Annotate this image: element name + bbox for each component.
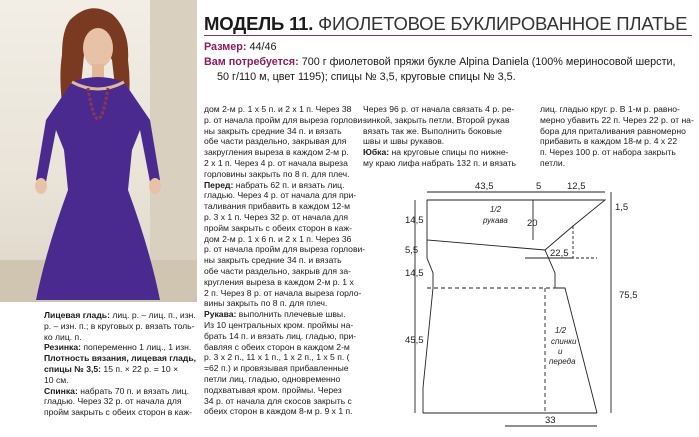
dim-label-14-5-b: 14,5 bbox=[405, 268, 424, 279]
text-column-4 bbox=[540, 104, 694, 169]
col2-line-text: вины закрыть по 8 п. для плеч. bbox=[204, 298, 328, 309]
col2-line-text: обеих сторон в каждом 8-м р. 9 х 1 п. bbox=[204, 406, 353, 417]
col2-line-text: дом 2-м р. 1 х 6 п. и 2 х 1 п. Через 36 bbox=[204, 233, 352, 244]
pattern-diagram bbox=[405, 178, 699, 437]
col2-line bbox=[204, 266, 365, 277]
col1-line-text: попеременно 1 лиц., 1 изн. bbox=[81, 342, 192, 353]
col2-line bbox=[204, 136, 365, 147]
materials-text-1: 700 г фиолетовой пряжи букле Alpina Daniela (100% мериносовой шерсти, bbox=[301, 56, 676, 68]
col2-line bbox=[204, 363, 365, 374]
model-number: МОДЕЛЬ 11. bbox=[204, 13, 314, 34]
col1-line-bold: спицы № 3,5: bbox=[44, 363, 102, 374]
col2-line-bold: Перед: bbox=[204, 179, 234, 190]
col3-line bbox=[363, 147, 516, 158]
col2-line-text: гладью. Через 4 р. от начала для при- bbox=[204, 190, 357, 201]
col2-line-text: подхватывая кром. проймы. Через bbox=[204, 384, 342, 395]
col2-line-text: набрать 62 п. и вязать лиц. bbox=[233, 179, 345, 190]
col2-line-text: ны закрыть средние 34 п. и вязать bbox=[204, 255, 342, 266]
col2-line-text: р. 3 х 1 п. Через 32 р. от начала для bbox=[204, 211, 349, 222]
armhole-guide bbox=[573, 226, 597, 258]
col2-line-text: р. от начала пройм для выреза горлови- bbox=[204, 114, 366, 125]
col2-line-text: обе части раздельно, закрывая для bbox=[204, 136, 347, 147]
col1-line bbox=[44, 386, 196, 397]
col1-line-bold: Лицевая гладь: bbox=[44, 310, 110, 320]
col2-line-text: Из 10 центральных кром. проймы на- bbox=[204, 319, 354, 330]
size-value: 44/46 bbox=[249, 41, 277, 53]
col1-line bbox=[44, 342, 196, 353]
col2-line bbox=[204, 190, 365, 201]
body-name-1: спинки bbox=[551, 337, 577, 346]
col1-line-text: гладью. Через 32 р. от начала для bbox=[44, 396, 182, 407]
col2-line-text: петли лиц. гладью, одновременно bbox=[204, 373, 341, 384]
col1-line-text: р. – изн. п.; в круговых р. вязать толь- bbox=[44, 320, 195, 331]
col2-line bbox=[204, 385, 365, 396]
col4-line-text: бора для приталивания равномерно bbox=[540, 125, 686, 136]
text-column-2 bbox=[204, 104, 365, 417]
col4-line-text: лиц. гладью круг. р. В 1-м р. равно- bbox=[540, 104, 680, 114]
col1-line bbox=[44, 353, 196, 364]
col4-line-text: мерно убавить 22 п. Через 22 р. от на- bbox=[540, 114, 694, 125]
col1-line-text: ко лиц. п. bbox=[44, 331, 82, 342]
col1-line-text: лиц. р. – лиц. п., изн. bbox=[109, 310, 196, 320]
col2-line-text: дом 2-м р. 1 х 5 п. и 2 х 1 п. Через 38 bbox=[204, 104, 352, 114]
col1-line-bold: Спинка: bbox=[44, 385, 78, 396]
model-subtitle: ФИОЛЕТОВОЕ БУКЛИРОВАННОЕ ПЛАТЬЕ bbox=[318, 13, 688, 34]
col3-line bbox=[363, 136, 516, 147]
col2-line bbox=[204, 223, 365, 234]
col2-line bbox=[204, 147, 365, 158]
col4-line bbox=[540, 136, 694, 147]
size-line bbox=[204, 41, 277, 54]
col3-line-text: на круговые спицы по нижне- bbox=[389, 147, 509, 158]
face bbox=[83, 28, 113, 68]
col2-line-text: выполнить плечевые швы. bbox=[236, 309, 346, 320]
col2-line-text: бавляя с обеих сторон в каждом 2-м bbox=[204, 341, 350, 352]
col2-line bbox=[204, 212, 365, 223]
col2-line bbox=[204, 158, 365, 169]
dim-label-12-5: 12,5 bbox=[567, 181, 586, 192]
col2-line bbox=[204, 320, 365, 331]
col2-line bbox=[204, 288, 365, 299]
left-hand bbox=[35, 178, 47, 194]
col2-line bbox=[204, 342, 365, 353]
col4-line bbox=[540, 126, 694, 137]
col2-line bbox=[204, 396, 365, 407]
col2-line-text: таливания прибавить в каждом 12-м bbox=[204, 201, 351, 212]
col3-line-text: вязать так же. Выполнить боковые bbox=[363, 125, 502, 136]
col2-line-text: ны закрыть средние 34 п. и вязать bbox=[204, 125, 342, 136]
col1-line-bold: Резинка: bbox=[44, 342, 81, 353]
size-label: Размер: bbox=[204, 41, 247, 53]
col2-line-text: горловины закрыть по 8 п. для плеч. bbox=[204, 168, 350, 179]
col3-line-bold: Юбка: bbox=[363, 147, 390, 158]
text-column-1 bbox=[44, 310, 196, 418]
col4-line-text: п. Через 100 р. от набора закрыть bbox=[540, 147, 676, 158]
col2-line-text: р. 3 х 2 п., 11 х 1 п., 1 х 2 п., 1 х 5 п. ( bbox=[204, 352, 350, 363]
materials-line-2 bbox=[217, 71, 516, 84]
col1-line-bold: Плотность вязания, лицевая гладь, bbox=[44, 353, 197, 364]
col3-line bbox=[363, 104, 516, 115]
col2-line-text: =62 п.) и провязывая прибавленные bbox=[204, 363, 349, 374]
sleeve-name: рукава bbox=[483, 216, 508, 225]
col4-line bbox=[540, 147, 694, 158]
materials-text-2: 50 г/110 м, цвет 1195); спицы № 3,5, круговые спицы № 3,5. bbox=[217, 71, 516, 83]
body-name-2: и bbox=[558, 347, 563, 356]
col2-line bbox=[204, 255, 365, 266]
col2-line bbox=[204, 115, 365, 126]
col3-line bbox=[363, 115, 516, 126]
sleeve-outline bbox=[427, 200, 605, 250]
col1-line bbox=[44, 310, 196, 321]
col2-line-text: 34 р. от начала для скосов закрыть с bbox=[204, 395, 352, 406]
col1-line-text: набрать 70 п. и вязать лиц. bbox=[77, 385, 189, 396]
col3-line-text: му краю лифа набрать 132 п. и вязать bbox=[363, 157, 516, 168]
body-right-edge bbox=[545, 250, 597, 413]
col2-line bbox=[204, 309, 365, 320]
dim-label-14-5-a: 14,5 bbox=[405, 215, 424, 226]
col2-line bbox=[204, 234, 365, 245]
col2-line bbox=[204, 352, 365, 363]
body-frac: 1/2 bbox=[555, 326, 567, 335]
right-hand bbox=[149, 178, 161, 194]
col2-line bbox=[204, 406, 365, 417]
col2-line-text: 2 п. Через 8 р. от начала выреза горло- bbox=[204, 287, 362, 298]
col2-line-text: кругления выреза в каждом 2-м р. 1 х bbox=[204, 276, 354, 287]
dim-label-5: 5 bbox=[536, 181, 542, 192]
col2-line bbox=[204, 277, 365, 288]
dim-label-22-5: 22,5 bbox=[550, 248, 569, 259]
col1-line bbox=[44, 321, 196, 332]
col2-line bbox=[204, 180, 365, 191]
dim-label-45-5: 45,5 bbox=[405, 335, 424, 346]
col3-line-text: зинкой, закрыть петли. Второй рукав bbox=[363, 114, 510, 125]
col1-line bbox=[44, 332, 196, 343]
col2-line bbox=[204, 244, 365, 255]
col3-line-text: Через 96 р. от начала связать 4 р. ре- bbox=[363, 104, 515, 114]
col4-line bbox=[540, 158, 694, 169]
col3-line-text: швы и швы рукавов. bbox=[363, 136, 445, 147]
body-left-edge bbox=[423, 240, 433, 413]
col2-line-text: закругления выреза в каждом 2-м р. bbox=[204, 147, 349, 158]
col2-line bbox=[204, 374, 365, 385]
col2-line bbox=[204, 104, 365, 115]
col3-line bbox=[363, 158, 516, 169]
model-photo bbox=[0, 0, 197, 302]
col4-line-text: петли. bbox=[540, 157, 566, 168]
sleeve-frac: 1/2 bbox=[490, 205, 502, 214]
col4-line bbox=[540, 104, 694, 115]
dress-illustration bbox=[0, 0, 197, 302]
neck bbox=[92, 64, 104, 78]
materials-line-1 bbox=[204, 56, 676, 69]
col2-line-text: обе части раздельно, закрыв для за- bbox=[204, 265, 352, 276]
dim-label-1-5: 1,5 bbox=[615, 202, 629, 213]
col2-line-bold: Рукава: bbox=[204, 309, 237, 320]
text-column-3 bbox=[363, 104, 516, 169]
title-divider bbox=[204, 35, 692, 36]
col2-line-text: 2 х 1 п. Через 4 р. от начала выреза bbox=[204, 157, 348, 168]
col2-line bbox=[204, 169, 365, 180]
col3-line bbox=[363, 126, 516, 137]
col2-line-text: р. от начала пройм для выреза горлови- bbox=[204, 244, 366, 255]
dim-label-75-5: 75,5 bbox=[619, 290, 638, 301]
col1-line bbox=[44, 375, 196, 386]
col2-line-text: брать 14 п. и вязать лиц. гладью, при- bbox=[204, 330, 357, 341]
materials-label: Вам потребуется: bbox=[204, 56, 299, 68]
dress bbox=[36, 77, 160, 300]
col2-line bbox=[204, 298, 365, 309]
dim-label-5-5: 5,5 bbox=[405, 245, 419, 256]
col1-line bbox=[44, 396, 196, 407]
col2-line-text: пройм закрыть с обеих сторон в каж- bbox=[204, 222, 352, 233]
col1-line bbox=[44, 364, 196, 375]
background-panel bbox=[150, 0, 197, 302]
col1-line-text: пройм закрыть с обеих сторон в каж- bbox=[44, 407, 192, 418]
dim-label-33: 33 bbox=[545, 415, 556, 426]
dim-label-20: 20 bbox=[527, 218, 538, 229]
col4-line-text: прибавить в каждом 18-м р. 4 х 22 bbox=[540, 136, 678, 147]
col1-line-text: 15 п. × 22 р. = 10 × bbox=[101, 363, 179, 374]
col2-line bbox=[204, 201, 365, 212]
col1-line bbox=[44, 407, 196, 418]
dim-label-43-5: 43,5 bbox=[475, 181, 494, 192]
col2-line bbox=[204, 331, 365, 342]
col4-line bbox=[540, 115, 694, 126]
col1-line-text: 10 см. bbox=[44, 374, 69, 385]
body-name-3: переда bbox=[549, 357, 576, 366]
col2-line bbox=[204, 126, 365, 137]
page-title bbox=[204, 13, 687, 35]
